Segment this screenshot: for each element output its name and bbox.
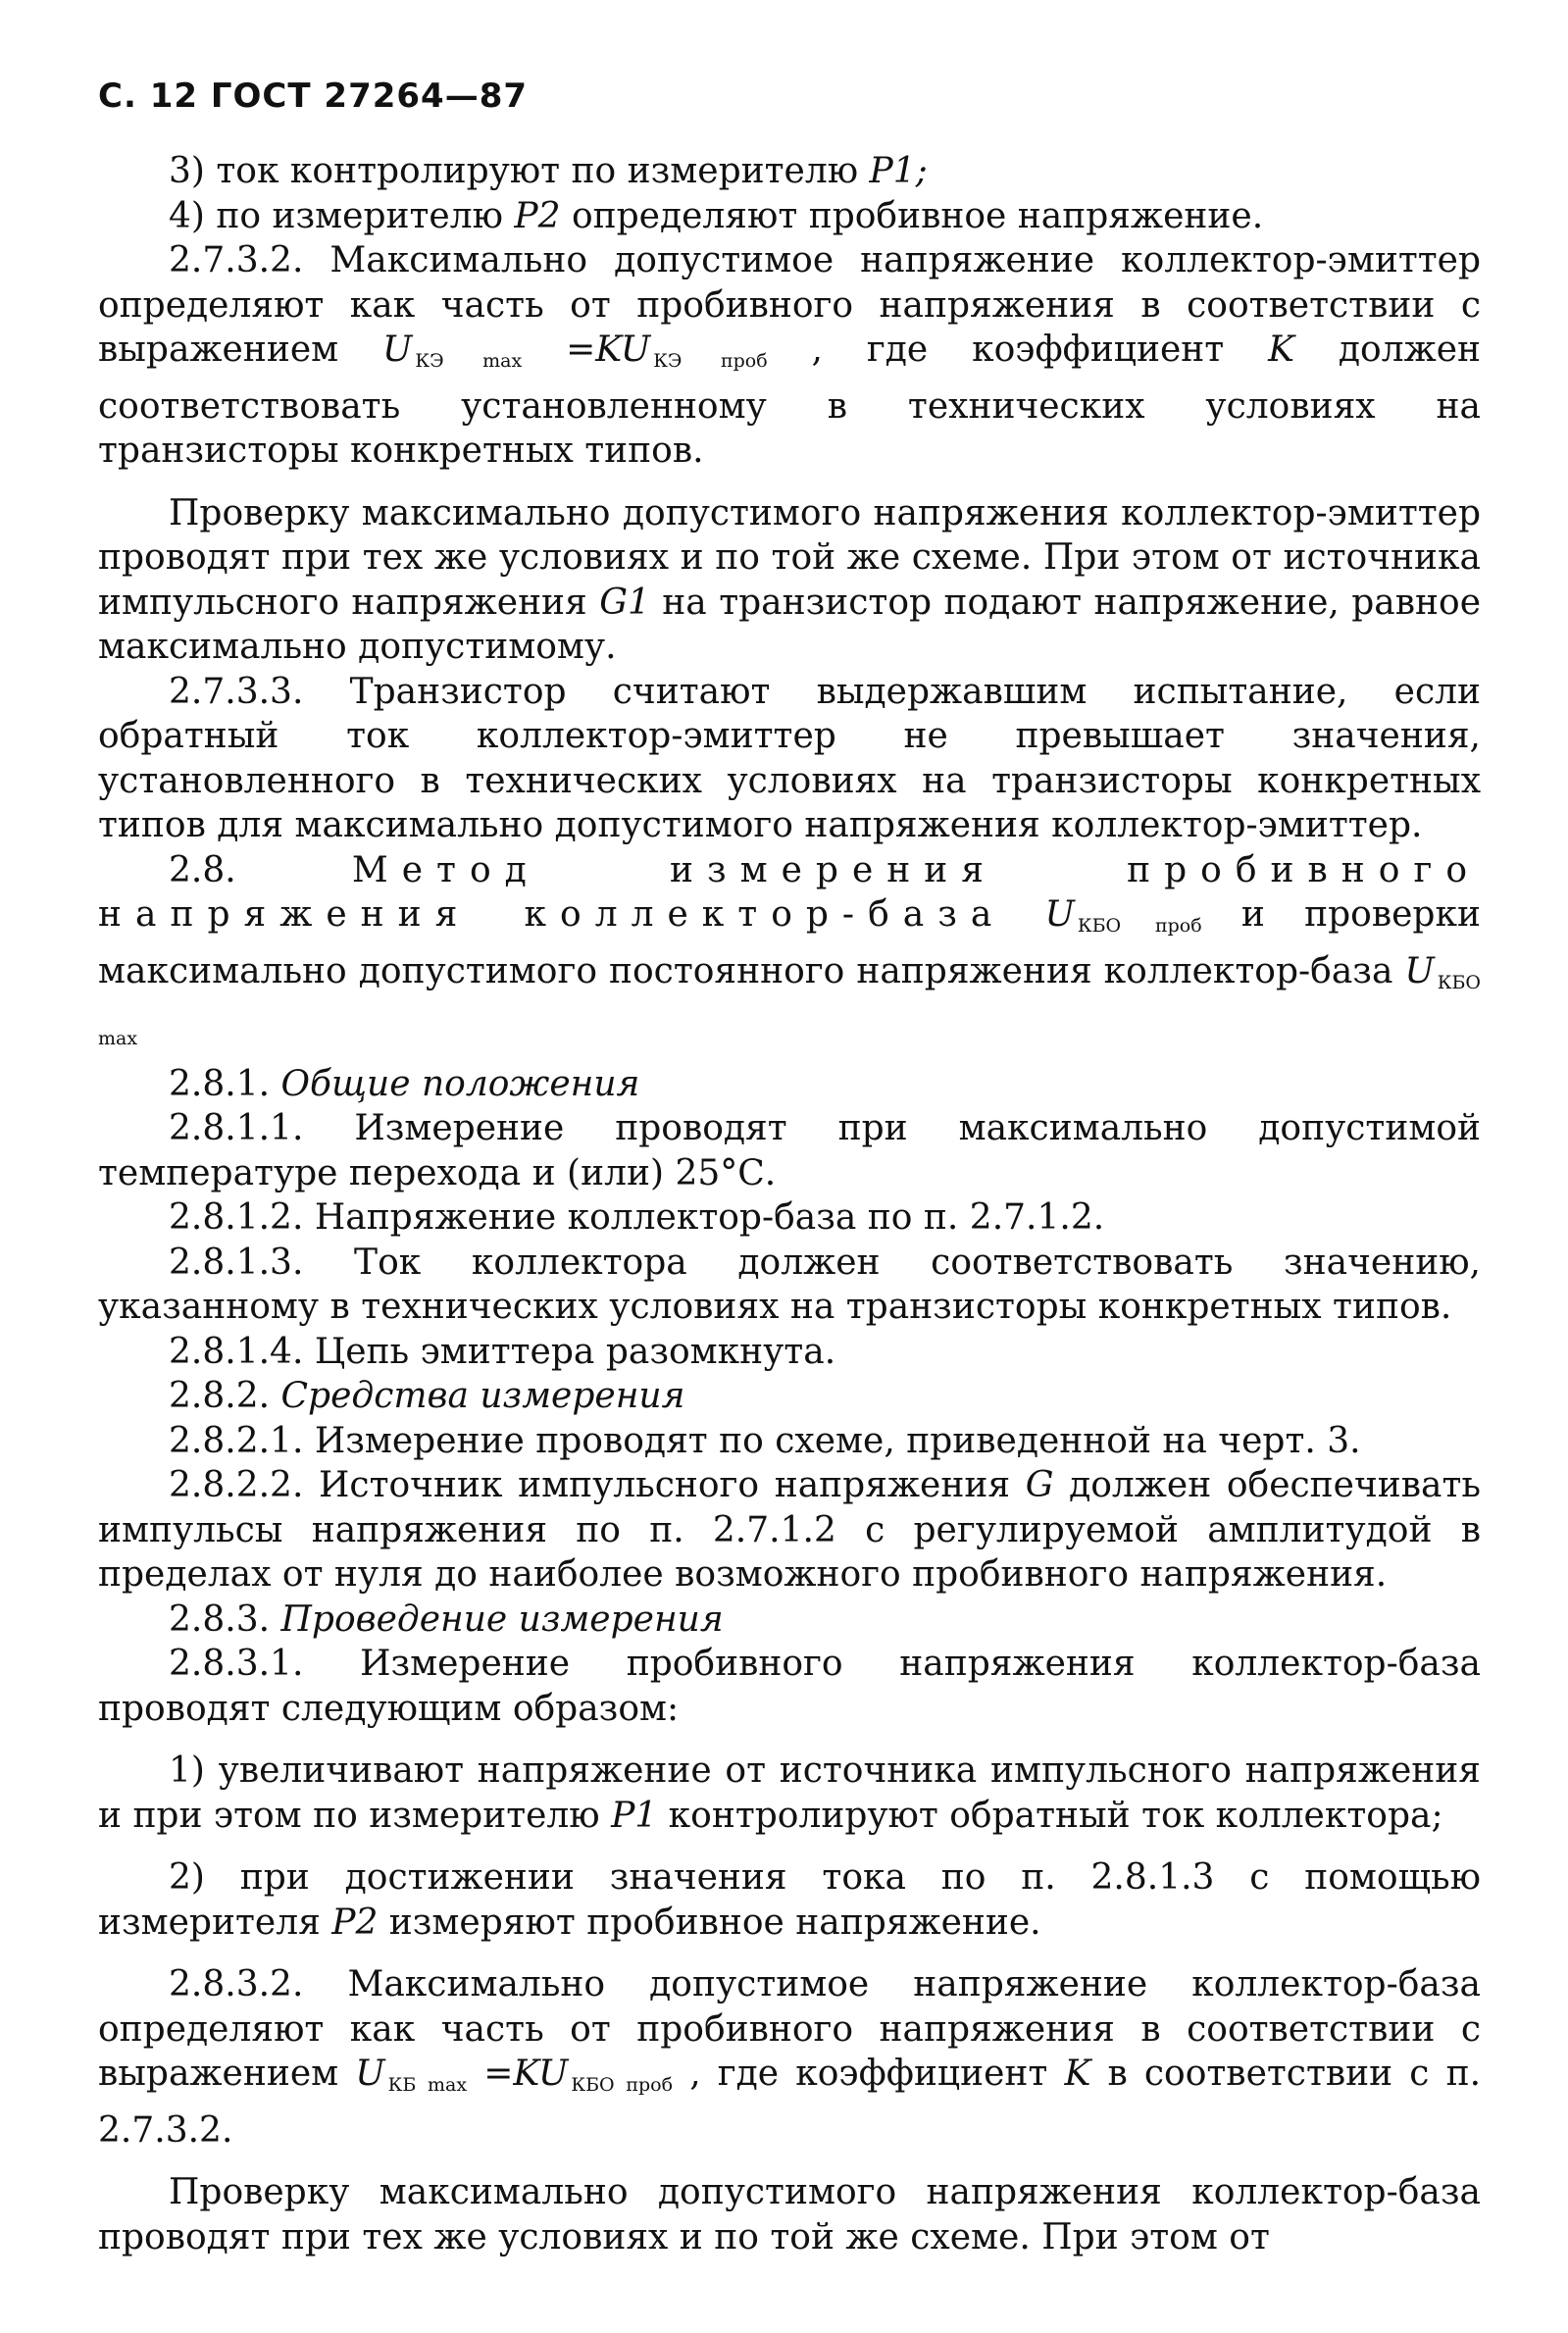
subsection-heading-2-8-1: 2.8.1. Общие положения <box>169 1063 640 1104</box>
paragraph-check-ce: Проверку максимально допустимого напряжения коллектор-эмиттер проводят при тех же условиях и по той же схеме. При этом от источника импульсного напряжения G1 на транзистор подают напряжение, равное максимально допустимому. <box>98 492 1481 667</box>
paragraph-step-1: 1) увеличивают напряжение от источника импульсного напряжения и при этом по измерителю P1 контролируют обратный ток коллектора; <box>98 1750 1481 1836</box>
paragraph-2-8-3-2: 2.8.3.2. Максимально допустимое напряжение коллектор-база определяют как часть от пробивного напряжения в соответствии с выражением U $_{КБ max}$ =KU $_{КБО проб}$ , где коэффициент K в соответствии с п. 2.7.3.2. <box>98 1964 1482 2151</box>
section-heading-2-8: 2.8. Метод измерения пробивного напряжения коллектор-база U $_{КБО проб}$ и проверки максимально допустимого постоянного напряжения коллектор-база U $_{КБО max}$ <box>98 849 1481 1049</box>
subsection-heading-2-8-2: 2.8.2. Средства измерения <box>169 1376 685 1416</box>
paragraph-2-8-1-4: 2.8.1.4. Цепь эмиттера разомкнута. <box>169 1331 836 1372</box>
formula-symbol: U <box>382 330 413 370</box>
paragraph-check-cb: Проверку максимально допустимого напряжения коллектор-база проводят при тех же условиях и по той же схеме. При этом от <box>98 2172 1481 2257</box>
paragraph-2-8-1-3: 2.8.1.3. Ток коллектора должен соответствовать значению, указанному в технических условиях на транзисторы конкретных типов. <box>98 1242 1481 1327</box>
formula-subscript: КЭ max <box>415 350 523 372</box>
document-page <box>98 76 1481 2259</box>
paragraph-2-7-3-3: 2.7.3.3. Транзистор считают выдержавшим испытание, если обратный ток коллектор-эмиттер не превышает значения, установленного в технических условиях на транзисторы конкретных типов для максимально допустимого напряжения коллектор-эмиттер. <box>98 671 1481 845</box>
paragraph-step-2: 2) при достижении значения тока по п. 2.8.1.3 с помощью измерителя P2 измеряют пробивное напряжение. <box>98 1857 1481 1943</box>
formula-symbol: U <box>355 2054 385 2094</box>
paragraph-2-8-2-1: 2.8.2.1. Измерение проводят по схеме, приведенной на черт. 3. <box>169 1420 1361 1461</box>
paragraph-2-8-1-2: 2.8.1.2. Напряжение коллектор-база по п. 2.7.1.2. <box>169 1197 1105 1238</box>
paragraph-2-8-3-1: 2.8.3.1. Измерение пробивного напряжения коллектор-база проводят следующим образом: <box>98 1644 1481 1729</box>
formula-subscript: КБ max <box>387 2074 468 2096</box>
paragraph-2-8-2-2: 2.8.2.2. Источник импульсного напряжения G должен обеспечивать импульсы напряжения по п. 2.7.1.2 с регулируемой амплитудой в пределах от нуля до наиболее возможного пробивного напряжения. <box>98 1465 1481 1595</box>
formula-subscript: КБО проб <box>571 2074 674 2096</box>
paragraph-2-8-1-1: 2.8.1.1. Измерение проводят при максимально допустимой температуре перехода и (или) 25°С. <box>98 1108 1481 1193</box>
formula-equation: =KU <box>522 330 651 370</box>
formula-subscript: КЭ проб <box>653 350 768 372</box>
subsection-heading-2-8-3: 2.8.3. Проведение измерения <box>169 1598 724 1640</box>
paragraph-2-7-3-2: 2.7.3.2. Максимально допустимое напряжение коллектор-эмиттер определяют как часть от пробивного напряжения в соответствии с выражением U $_{КЭ max}$ =KU $_{КЭ проб}$ , где коэффициент K должен соответствовать установленному в технических условиях на транзисторы конкретных типов. <box>98 240 1481 471</box>
paragraph-item-3: 3) ток контролируют по измерителю P1; <box>169 151 928 191</box>
paragraph-item-4: 4) по измерителю P2 определяют пробивное напряжение. <box>169 195 1264 236</box>
page-header: С. 12 ГОСТ 27264—87 <box>98 76 529 116</box>
formula-equation: =KU <box>467 2054 569 2094</box>
